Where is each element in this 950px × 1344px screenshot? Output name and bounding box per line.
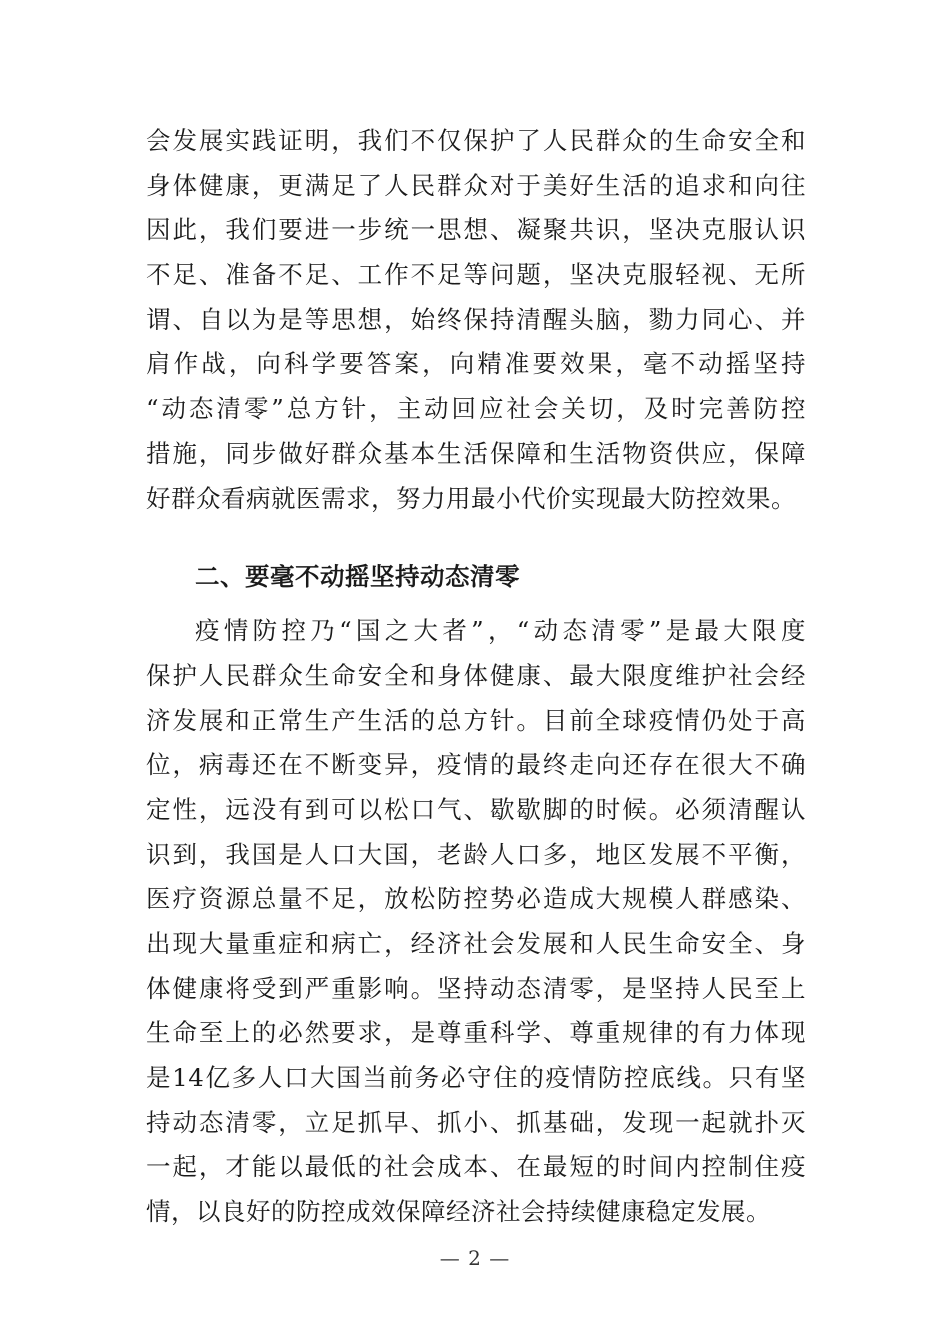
text-line: 位，病毒还在不断变异，疫情的最终走向还存在很大不确 bbox=[146, 750, 806, 780]
text-line: 情，以良好的防控成效保障经济社会持续健康稳定发展。 bbox=[146, 1197, 771, 1227]
text-line: 疫情防控乃“国之大者”，“动态清零”是最大限度 bbox=[195, 616, 806, 646]
text-line: 体健康将受到严重影响。坚持动态清零，是坚持人民至上 bbox=[146, 973, 806, 1003]
text-line: 会发展实践证明，我们不仅保护了人民群众的生命安全和 bbox=[146, 126, 806, 155]
text-line: 一起，才能以最低的社会成本、在最短的时间内控制住疫 bbox=[146, 1152, 806, 1182]
text-line: 定性，远没有到可以松口气、歇歇脚的时候。必须清醒认 bbox=[146, 794, 806, 824]
text-line: 措施，同步做好群众基本生活保障和生活物资供应，保障 bbox=[146, 438, 806, 468]
text-line: 济发展和正常生产生活的总方针。目前全球疫情仍处于高 bbox=[146, 705, 806, 735]
text-line: 出现大量重症和病亡，经济社会发展和人民生命安全、身 bbox=[146, 929, 806, 958]
text-line: 保护人民群众生命安全和身体健康、最大限度维护社会经 bbox=[146, 660, 806, 690]
text-line: 肩作战，向科学要答案，向精准要效果，毫不动摇坚持 bbox=[146, 349, 806, 379]
page-number: — 2 — bbox=[439, 1246, 511, 1270]
text-line: 好群众看病就医需求，努力用最小代价实现最大防控效果。 bbox=[146, 483, 796, 513]
paragraph-2 bbox=[146, 609, 806, 1235]
document-body bbox=[146, 119, 806, 1235]
paragraph-1 bbox=[146, 119, 806, 521]
paragraph-spacer bbox=[146, 521, 806, 541]
text-line: 因此，我们要进一步统一思想、凝聚共识，坚决克服认识 bbox=[146, 215, 806, 245]
text-line: 生命至上的必然要求，是尊重科学、尊重规律的有力体现 bbox=[146, 1018, 806, 1048]
text-line: “动态清零”总方针，主动回应社会关切，及时完善防控 bbox=[146, 394, 806, 424]
section-heading: 二、要毫不动摇坚持动态清零 bbox=[195, 562, 520, 592]
text-line: 持动态清零，立足抓早、抓小、抓基础，发现一起就扑灭 bbox=[146, 1107, 806, 1137]
text-line: 是14亿多人口大国当前务必守住的疫情防控底线。只有坚 bbox=[146, 1063, 806, 1093]
text-line: 识到，我国是人口大国，老龄人口多，地区发展不平衡， bbox=[146, 839, 806, 869]
text-line: 谓、自以为是等思想，始终保持清醒头脑，勠力同心、并 bbox=[146, 304, 806, 334]
text-line: 身体健康，更满足了人民群众对于美好生活的追求和向往 bbox=[146, 170, 806, 200]
text-line: 不足、准备不足、工作不足等问题，坚决克服轻视、无所 bbox=[146, 260, 806, 290]
text-line: 医疗资源总量不足，放松防控势必造成大规模人群感染、 bbox=[146, 884, 806, 914]
